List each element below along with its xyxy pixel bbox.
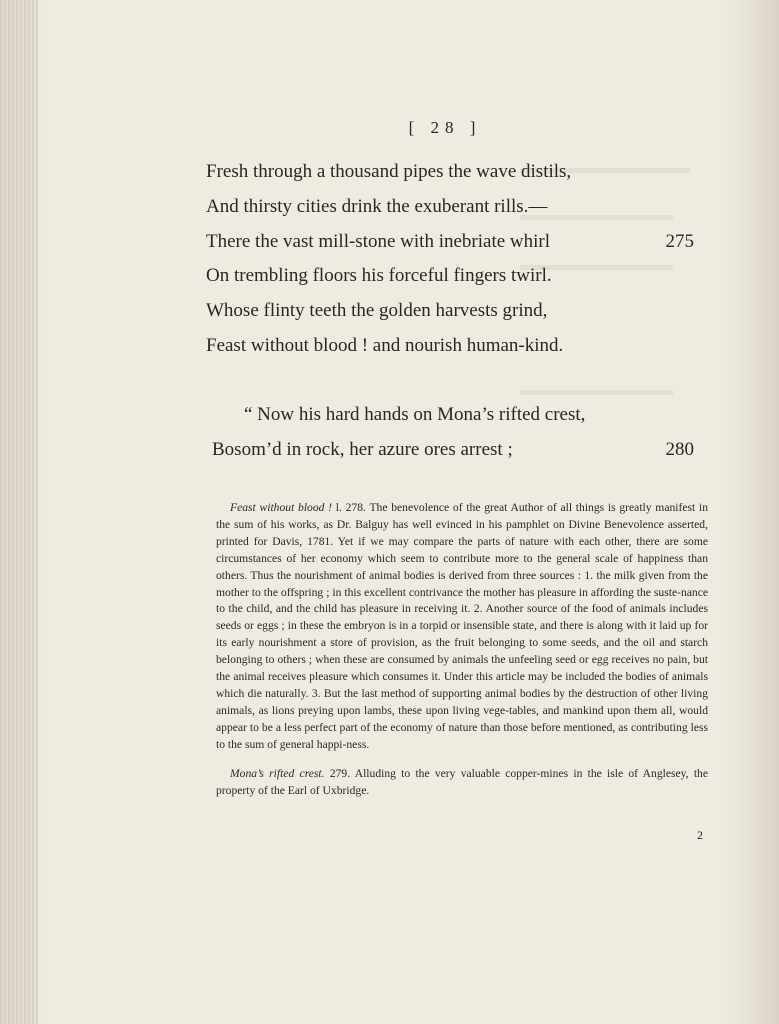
line-number: 275 (665, 231, 694, 252)
show-through-text: ▬▬▬▬▬▬▬▬▬ (520, 205, 673, 224)
footnote-heading: Feast without blood ! (230, 501, 333, 514)
page-number: [ 28 ] (408, 118, 482, 137)
verse-text: On trembling floors his forceful fingers twirl. (206, 265, 552, 286)
verse-line (206, 261, 702, 291)
show-through-text: ▬▬▬▬▬▬▬▬▬ (520, 380, 673, 399)
footnotes (216, 500, 708, 799)
verse-text: Bosom’d in rock, her azure ores arrest ; (212, 439, 513, 460)
footnote (216, 766, 708, 800)
verse-line (244, 400, 702, 430)
footnote-body: l. 278. The benevolence of the great Author of all things is greatly manifest in the sum of his works, as Dr. Balguy has well evinced in his pamphlet on Divine Benevolence asserted, printed for Davis, 1781. Yet if we may compare the parts of nature with each other, there are some circumstances of her economy which seem to contribute more to the general scale of happiness than others. Thus the nourishment of animal bodies is derived from three sources : 1. the milk given from the mother to the offspring ; in this excellent contrivance the mother has pleasure in affording the suste-nance to the child, and the child has pleasure in receiving it. 2. Another source of the food of animals includes seeds or eggs ; in these the embryon is in a torpid or insensible state, and there is along with it laid up for its early nourishment a store of provision, as the fruit belonging to some seeds, and the oil and starch belonging to others ; when these are consumed by animals the unfeeling seed or egg receives no pain, but the animal receives pleasure which consumes it. Under this article may be included the bodies of animals which die naturally. 3. But the last method of supporting animal bodies by the destruction of other living animals, as lions preying upon lambs, these upon living vege-tables, and mankind upon them all, would appear to be a less perfect part of the economy of nature than those before mentioned, as contributing less to the sum of general happi-ness. (216, 501, 708, 751)
verse-line (206, 331, 702, 361)
verse-line (206, 296, 702, 326)
verse-line (206, 227, 702, 257)
footnote (216, 500, 708, 754)
book-spine-edge (0, 0, 38, 1024)
line-number: 280 (665, 439, 694, 460)
verse-line (206, 157, 702, 187)
verse-text: Fresh through a thousand pipes the wave distils, (206, 161, 572, 182)
footnote-body: 279. Alluding to the very valuable copper-mines in the isle of Anglesey, the property of the Earl of Uxbridge. (216, 766, 708, 797)
verse-line (206, 192, 702, 222)
catchword: 2 (697, 828, 703, 842)
show-through-text: ▬▬▬▬▬▬▬▬▬▬ (520, 158, 690, 177)
footnote-heading: Mona’s rifted crest. (230, 766, 325, 780)
verse-text: There the vast mill-stone with inebriate whirl (206, 231, 551, 252)
verse-text: Feast without blood ! and nourish human-kind. (206, 335, 564, 356)
verse-text: And thirsty cities drink the exuberant rills.— (206, 196, 548, 217)
verse-text: Whose flinty teeth the golden harvests grind, (206, 300, 548, 321)
verse-line (212, 435, 702, 465)
show-through-text: ▬▬▬▬▬▬▬▬▬ (520, 255, 673, 274)
verse-text: “ Now his hard hands on Mona’s rifted crest, (244, 404, 586, 425)
